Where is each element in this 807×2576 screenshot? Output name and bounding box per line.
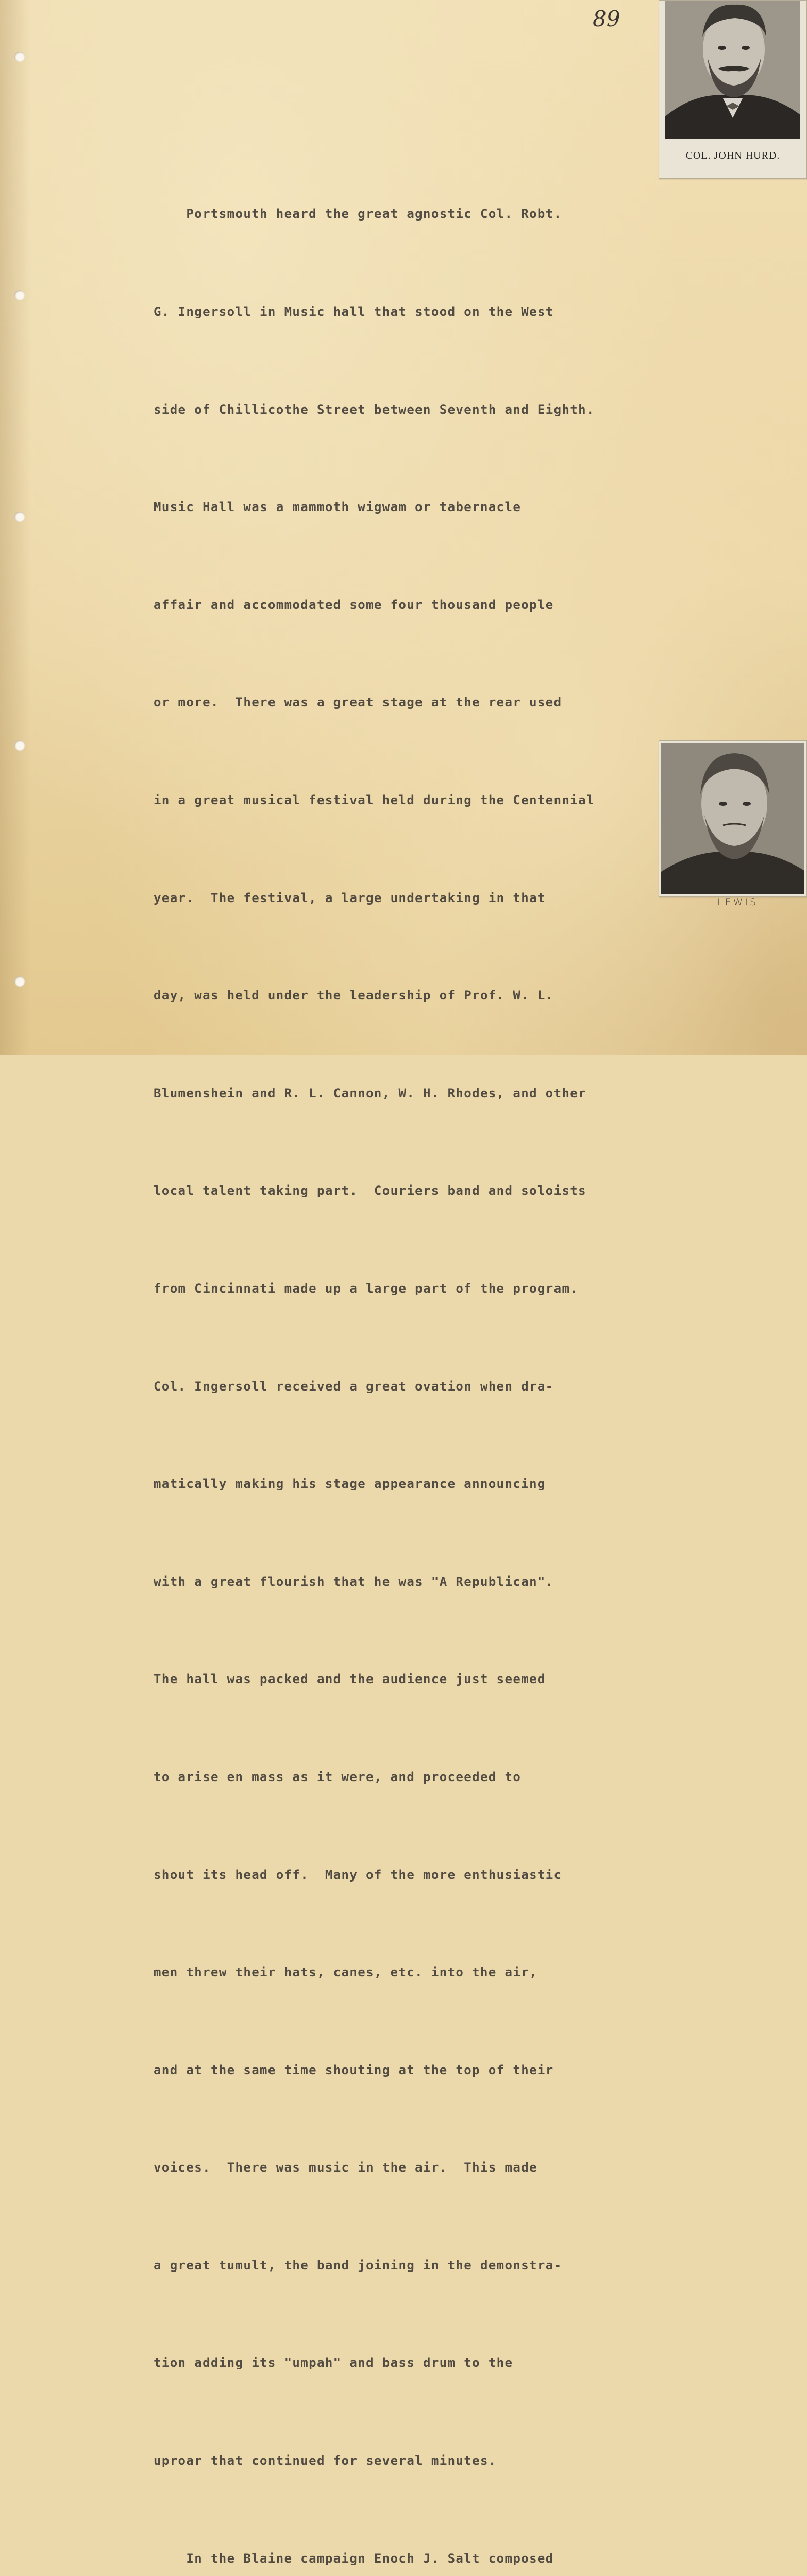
- binder-hole: [14, 740, 25, 751]
- text-line: uproar that continued for several minutes.: [154, 2453, 497, 2468]
- text-line: men threw their hats, canes, etc. into the air,: [154, 1965, 537, 1980]
- text-line: Blumenshein and R. L. Cannon, W. H. Rhodes, and other: [154, 1086, 587, 1100]
- binder-hole: [14, 512, 25, 522]
- margin-shading: [0, 0, 31, 1055]
- text-line: In the Blaine campaign Enoch J. Salt composed: [154, 2551, 554, 2566]
- page-number: 89: [593, 6, 620, 31]
- text-line: affair and accommodated some four thousand people: [154, 597, 554, 612]
- text-line: tion adding its "umpah" and bass drum to the: [154, 2355, 513, 2370]
- text-line: from Cincinnati made up a large part of the program.: [154, 1281, 579, 1296]
- binder-hole: [14, 290, 25, 300]
- text-line: a great tumult, the band joining in the demonstra-: [154, 2258, 562, 2273]
- text-line: matically making his stage appearance announcing: [154, 1477, 546, 1492]
- binder-hole: [14, 976, 25, 987]
- binder-hole: [14, 52, 25, 62]
- text-line: Music Hall was a mammoth wigwam or tabernacle: [154, 500, 522, 515]
- text-line: or more. There was a great stage at the rear used: [154, 695, 562, 710]
- portrait-photo: [665, 1, 800, 139]
- text-line: shout its head off. Many of the more enthusiastic: [154, 1867, 562, 1882]
- text-line: and at the same time shouting at the top of their: [154, 2062, 554, 2077]
- text-line: Portsmouth heard the great agnostic Col. Robt.: [154, 207, 562, 222]
- text-line: voices. There was music in the air. This made: [154, 2160, 537, 2175]
- clipping-caption: COL. JOHN HURD.: [685, 150, 780, 161]
- portrait-icon: [665, 1, 800, 139]
- text-line: in a great musical festival held during the Centennial: [154, 792, 595, 807]
- typewritten-text: [154, 133, 690, 2576]
- text-line: side of Chillicothe Street between Seventh and Eighth.: [154, 402, 595, 417]
- text-line: local talent taking part. Couriers band and soloists: [154, 1183, 587, 1198]
- text-line: year. The festival, a large undertaking in that: [154, 890, 546, 905]
- text-line: G. Ingersoll in Music hall that stood on the West: [154, 304, 554, 319]
- text-line: to arise en mass as it were, and proceeded to: [154, 1769, 522, 1784]
- text-line: day, was held under the leadership of Prof. W. L.: [154, 988, 554, 1003]
- text-line: The hall was packed and the audience just seemed: [154, 1672, 546, 1687]
- text-line: Col. Ingersoll received a great ovation when dra-: [154, 1379, 554, 1394]
- handwritten-label: LEWIS: [717, 896, 759, 908]
- text-line: with a great flourish that he was "A Republican".: [154, 1574, 554, 1589]
